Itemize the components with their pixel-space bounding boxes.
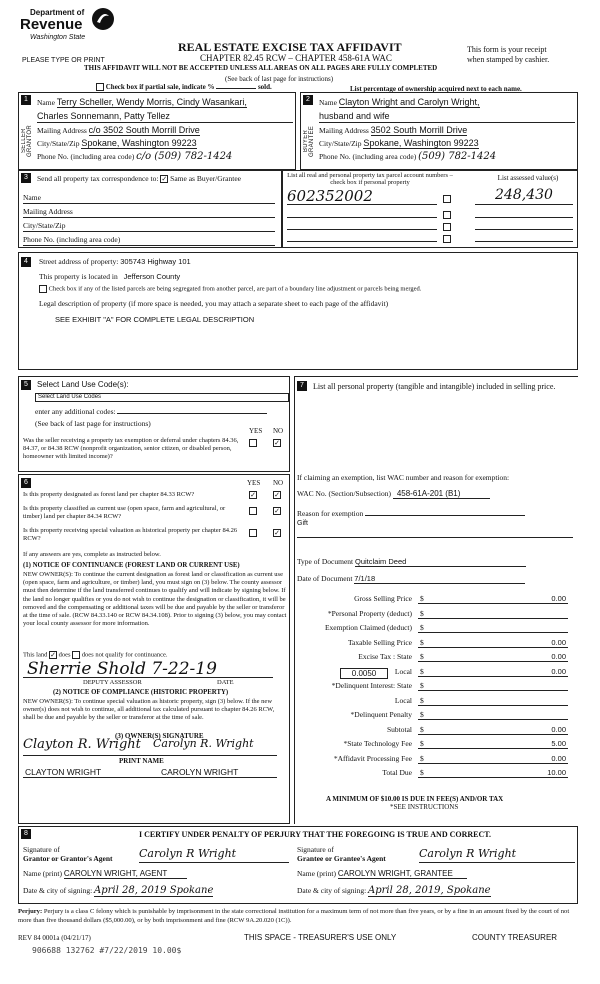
financial-label: *State Technology Fee [343, 739, 412, 748]
section-1-number: 1 [21, 95, 31, 105]
receipt-note-2: when stamped by cashier. [467, 55, 550, 64]
buyer-phone[interactable]: (509) 782-1424 [418, 151, 497, 162]
land-use-section: 5 Select Land Use Code(s): Select Land Use Codes enter any additional codes: (See back of last page for instructions) YES NO Was the seller receiving a property tax exemption or deferral under chapters 84.36, 84.37, or 84.38 RCW (nonprofit organization, senior citizen, or disabled person, homeowner with limited income)? ✓ [18, 376, 290, 472]
seller-name[interactable]: Terry Scheller, Wendy Morris, Cindy Wasankari, [56, 97, 247, 107]
treasurer-use: THIS SPACE - TREASURER'S USE ONLY [244, 933, 397, 942]
exemption-question: Was the seller receiving a property tax exemption or deferral under chapters 84.36, 84.37, or 84.38 RCW (nonprofit organization, senior citizen, or disabled person, homeowner with limited income)? [23, 437, 239, 460]
property-county[interactable]: Jefferson County [123, 272, 181, 281]
parcel-header: List all real and personal property tax parcel account numbers – check box if personal property [287, 172, 453, 186]
dollar-sign: $ [420, 637, 424, 647]
financial-label: Local [394, 666, 412, 676]
parcel-personal-checkbox-1[interactable] [443, 195, 451, 203]
property-street[interactable]: 305743 Highway 101 [120, 257, 191, 266]
legal-label: Legal description of property (if more space is needed, you may attach a separate sheet to each page of the affidavit) [39, 299, 389, 308]
land-use-select[interactable]: Select Land Use Codes [35, 393, 289, 402]
financial-row [300, 609, 570, 621]
section-7-number: 7 [297, 381, 307, 391]
financial-value: 5.00 [551, 739, 566, 748]
form-title: REAL ESTATE EXCISE TAX AFFIDAVIT [178, 40, 402, 54]
notice-continuance-text: NEW OWNER(S): To continue the current designation as forest land or classification as current use (open space, farm and agriculture, or timber) land, you must sign on (3) below. The county assessor must then determine if the land transferred continues to qualify and will indicate by signing below. If the land no longer qualifies or you do not wish to continue the designation or classification, it will be removed and the compensating or additional taxes will be due and payable by the seller or transferor at the time of sale. (RCW 84.33.140 or RCW 84.34.108). Prior to signing (3) below, you may contact your local county assessor for more information. [23, 571, 287, 628]
segregated-checkbox[interactable] [39, 285, 47, 293]
financial-label: Local [394, 695, 412, 705]
minimum-note: A MINIMUM OF $10.00 IS DUE IN FEE(S) AND/OR TAX [326, 795, 504, 803]
parcel-personal-checkbox-2[interactable] [443, 211, 451, 219]
seller-section: 1 SELLER GRANTOR Name Terry Scheller, Wendy Morris, Cindy Wasankari, Charles Sonnemann, Patty Tellez Mailing Address c/o 3502 South Morrill Drive City/State/Zip Spokane, Washington 99223 Phone No. (including area code) c/o (509) 782-1424 [18, 92, 296, 170]
corr-phone-line: Phone No. (including area code) [23, 235, 275, 246]
financial-value-field[interactable] [418, 754, 568, 764]
assessed-value[interactable]: 248,430 [475, 187, 573, 205]
financial-value: 0.00 [551, 724, 566, 734]
instruction-text: If any answers are yes, complete as instructed below. [23, 551, 161, 558]
form-warning: THIS AFFIDAVIT WILL NOT BE ACCEPTED UNLESS ALL AREAS ON ALL PAGES ARE FULLY COMPLETED [84, 64, 438, 72]
partial-sale-checkbox[interactable] [96, 83, 104, 91]
financial-value-field[interactable] [418, 594, 568, 604]
current-use-no-checkbox[interactable]: ✓ [274, 507, 280, 515]
financial-label: *Affidavit Processing Fee [333, 753, 412, 763]
dollar-sign: $ [420, 768, 424, 777]
forest-no-checkbox[interactable]: ✓ [274, 491, 280, 499]
grantee-print-name[interactable]: CAROLYN WRIGHT, GRANTEE [338, 869, 467, 879]
financial-row [300, 681, 570, 693]
exemption-claim-label: If claiming an exemption, list WAC number and reason for exemption: [297, 473, 510, 482]
form-subtitle: CHAPTER 82.45 RCW – CHAPTER 458-61A WAC [200, 53, 392, 63]
local-rate[interactable]: 0.0050 [340, 668, 388, 679]
grantee-signature: Carolyn R Wright [419, 847, 575, 863]
financial-label: *Personal Property (deduct) [327, 608, 412, 618]
grantor-print-name[interactable]: CAROLYN WRIGHT, AGENT [64, 869, 187, 879]
financial-value: 0.00 [551, 753, 566, 763]
seller-side-label: SELLER GRANTOR [21, 125, 33, 157]
county-treasurer: COUNTY TREASURER [472, 933, 558, 942]
assessor-signature: Sherrie Shold 7-22-19 [27, 659, 217, 679]
financial-value: 0.00 [551, 652, 566, 661]
section-3-number: 3 [21, 173, 31, 183]
receipt-note-1: This form is your receipt [467, 45, 547, 54]
financial-label: *Delinquent Interest: State [331, 681, 412, 690]
personal-property-label: List all personal property (tangible and intangible) included in selling price. [313, 382, 556, 391]
financial-row [300, 652, 570, 664]
financial-value-field[interactable] [418, 623, 568, 633]
section-2-number: 2 [303, 95, 313, 105]
financial-value: 0.00 [551, 594, 566, 603]
parcel-personal-checkbox-3[interactable] [443, 223, 451, 231]
parcel-personal-checkbox-4[interactable] [443, 235, 451, 243]
document-type[interactable]: Quitclaim Deed [355, 557, 526, 567]
financial-value: 0.00 [551, 666, 566, 676]
financial-value: 10.00 [547, 768, 566, 777]
current-use-yes-checkbox[interactable] [249, 507, 257, 515]
seller-phone[interactable]: c/o (509) 782-1424 [136, 151, 233, 162]
buyer-city[interactable]: Spokane, Washington 99223 [363, 138, 479, 148]
dollar-sign: $ [420, 666, 424, 676]
dollar-sign: $ [420, 724, 424, 734]
dollar-sign: $ [420, 710, 424, 719]
financial-label: Exemption Claimed (deduct) [324, 623, 412, 632]
notice-compliance-text: NEW OWNER(S): To continue special valuation as historic property, sign (3) below. If the new owner(s) does not wish to continue, all additional tax calculated pursuant to chapter 84.26 RCW, shall be due and payable by the seller or transferor at the time of sale. [23, 698, 275, 722]
section-5-number: 5 [21, 380, 31, 390]
see-instructions: *SEE INSTRUCTIONS [390, 803, 459, 811]
financial-label: Taxable Selling Price [347, 637, 412, 647]
buyer-name[interactable]: Clayton Wright and Carolyn Wright, [338, 97, 480, 107]
correspondence-section: 3 Send all property tax correspondence to: ✓ Same as Buyer/Grantee Name Mailing Address City/State/Zip Phone No. (including area code) [18, 170, 282, 248]
land-use-see-back: (See back of last page for instructions) [35, 419, 151, 428]
section-6-number: 6 [21, 478, 31, 488]
buyer-side-label: BUYER GRANTEE [303, 125, 315, 157]
corr-address-line: Mailing Address [23, 207, 275, 218]
financial-label: Total Due [382, 768, 412, 777]
notice-continuance-title: (1) NOTICE OF CONTINUANCE (FOREST LAND OR CURRENT USE) [23, 562, 240, 569]
financial-row [300, 768, 570, 780]
value-header: List assessed value(s) [497, 174, 559, 182]
exemption-yes-checkbox[interactable] [249, 439, 257, 447]
cashier-stamp: 906688 132762 #7/22/2019 10.00$ [32, 946, 182, 955]
dollar-sign: $ [420, 739, 424, 748]
financial-row [300, 754, 570, 766]
forest-yes-checkbox[interactable]: ✓ [250, 491, 256, 499]
forest-question: Is this property designated as forest land per chapter 84.33 RCW? [23, 491, 195, 498]
grantor-date-city[interactable]: April 28, 2019 Spokane [94, 885, 214, 896]
financial-value-field[interactable] [418, 609, 568, 619]
same-as-buyer-checkbox[interactable]: ✓ [161, 175, 168, 184]
current-use-question: Is this property classified as current use (open space, farm and agricultural, or timber) land per chapter 84.34 RCW? [23, 505, 226, 520]
financial-row [300, 594, 570, 606]
revenue-logo [20, 8, 120, 52]
buyer-address[interactable]: 3502 South Morrill Drive [370, 125, 468, 135]
financial-value-field[interactable] [418, 710, 568, 720]
parcel-number[interactable]: 602352002 [287, 187, 437, 205]
section-8-number: 8 [21, 829, 31, 839]
financial-value-field[interactable] [418, 696, 568, 706]
seller-city[interactable]: Spokane, Washington 99223 [81, 138, 197, 148]
legal-description[interactable]: SEE EXHIBIT "A" FOR COMPLETE LEGAL DESCRIPTION [55, 315, 255, 324]
see-back-note: (See back of last page for instructions) [225, 75, 334, 83]
logo-revenue: Revenue [20, 16, 83, 33]
dollar-sign: $ [420, 753, 424, 763]
dollar-sign: $ [420, 652, 424, 661]
seller-address[interactable]: c/o 3502 South Morrill Drive [88, 125, 200, 135]
logo-state: Washington State [30, 34, 86, 41]
corr-city-line: City/State/Zip [23, 221, 275, 232]
certification-section: 8 I CERTIFY UNDER PENALTY OF PERJURY THAT THE FOREGOING IS TRUE AND CORRECT. Signature of Grantor or Grantor's Agent Carolyn R Wright Name (print) CAROLYN WRIGHT, AGENT Date & city of signing: April 28, 2019 Spokane Signature of Grantee or Grantee's Agent Carolyn R Wright Name (print) CAROLYN WRIGHT, GRANTEE Date & city of signing: April 28, 2019, Spokane [18, 826, 578, 904]
historic-yes-checkbox[interactable] [249, 529, 257, 537]
financial-row [300, 696, 570, 708]
financial-row [300, 623, 570, 635]
financial-value-field[interactable] [418, 768, 568, 778]
logo-swirl-icon [90, 6, 116, 32]
financial-row [300, 638, 570, 650]
pct-note: List percentage of ownership acquired next to each name. [350, 85, 522, 93]
owner-print-name-2: CAROLYN WRIGHT [161, 767, 239, 777]
perjury-notice: Perjury: Perjury is a class C felony which is punishable by imprisonment in the state correctional institution for a maximum term of not more than five years, or by a fine in an amount fixed by the court of not more than five thousand dollars ($5,000.00), or by both imprisonment and fine (RCW 9A.20.020 (1C)). [18, 908, 570, 924]
financial-value: 0.00 [551, 637, 566, 647]
personal-property-section: 7 List all personal property (tangible and intangible) included in selling price. If claiming an exemption, list WAC number and reason for exemption: WAC No. (Section/Subsection) 458-61A-201 (B1) Reason for exemption Gift Type of Document Quitclaim Deed Date of Document 7/1/18 [294, 376, 578, 824]
historic-question: Is this property receiving special valuation as historical property per chapter 84.26 RCW? [23, 527, 238, 542]
financial-value-field[interactable] [418, 739, 568, 749]
forest-land-section: 6 YES NO Is this property designated as forest land per chapter 84.33 RCW? ✓ ✓ Is this property classified as current use (open space, farm and agricultural, or timber) land per chapter 84.34 RCW? ✓ Is this property receiving special valuation as historical property per chapter 84.26 RCW? ✓ If any answers are yes, complete as instructed below. (1) NOTICE OF CONTINUANCE (FOREST LAND OR CURRENT USE) NEW OWNER(S): To continue the current designation as forest land or classification as current use (open space, farm and agriculture, or timber) land, you must sign on (3) below. The county assessor must then determine if the land transferred continues to qualify and will indicate by signing below. If the land no longer qualifies or you do not wish to continue the designation or classification, it will be removed and the compensating or additional taxes will be due and payable by the seller or transferor at the time of sale. (RCW 84.33.140 or RCW 84.34.108). Prior to signing (3) below, you may contact your local county assessor for more information. This land ✓ does does not qualify for continuance. Sherrie Shold 7-22-19 DEPUTY ASSESSOR DATE (2) NOTICE OF COMPLIANCE (HISTORIC PROPERTY) NEW OWNER(S): To continue special valuation as historic property, sign (3) below. If the new owner(s) does not wish to continue, all additional tax calculated pursuant to chapter 84.26 RCW, shall be due and payable by the seller or transferor at the time of sale. (3) OWNER(S) SIGNATURE Clayton R. Wright Carolyn R. Wright PRINT NAME CLAYTON WRIGHT CAROLYN WRIGHT [18, 474, 290, 824]
notice-compliance-title: (2) NOTICE OF COMPLIANCE (HISTORIC PROPERTY) [53, 689, 229, 696]
owner-signature-2: Carolyn R. Wright [153, 737, 254, 750]
seller-name-2[interactable]: Charles Sonnemann, Patty Tellez [37, 109, 293, 123]
parcel-section [282, 170, 578, 248]
land-does-checkbox[interactable]: ✓ [50, 651, 56, 659]
dollar-sign: $ [420, 623, 424, 632]
financial-value-field[interactable] [418, 638, 568, 648]
financial-label: Subtotal [386, 724, 412, 734]
property-section: 4 Street address of property: 305743 Highway 101 This property is located in Jefferson County Check box if any of the listed parcels are being segregated from another parcel, are part of a boundary line adjustment or parcels being merged. Legal description of property (if more space is needed, you may attach a separate sheet to each page of the affidavit) SEE EXHIBIT "A" FOR COMPLETE LEGAL DESCRIPTION [18, 252, 578, 370]
financial-label: Gross Selling Price [354, 594, 412, 603]
financial-value-field[interactable] [418, 667, 568, 677]
dollar-sign: $ [420, 681, 424, 690]
corr-name-line: Name [23, 193, 275, 204]
financial-value-field[interactable] [418, 681, 568, 691]
document-date[interactable]: 7/1/18 [354, 574, 525, 584]
owner-print-name-1: CLAYTON WRIGHT [25, 767, 102, 777]
wac-number[interactable]: 458-61A-201 (B1) [393, 489, 491, 499]
dollar-sign: $ [420, 594, 424, 603]
buyer-name-2[interactable]: husband and wife [319, 109, 575, 123]
financial-label: Excise Tax : State [358, 652, 412, 661]
financial-row [300, 710, 570, 722]
financial-label: *Delinquent Penalty [350, 710, 412, 719]
print-note: PLEASE TYPE OR PRINT [22, 57, 105, 64]
exemption-no-checkbox[interactable]: ✓ [274, 439, 280, 447]
financial-value-field[interactable] [418, 652, 568, 662]
logo-dept: Department of [30, 8, 85, 17]
financial-row [300, 725, 570, 737]
form-number: REV 84 0001a (04/21/17) [18, 934, 91, 942]
owner-signature-1: Clayton R. Wright [23, 737, 141, 752]
grantee-date-city[interactable]: April 28, 2019, Spokane [368, 885, 491, 896]
grantor-signature: Carolyn R Wright [139, 847, 289, 863]
partial-sale: Check box if partial sale, indicate % sold. [96, 83, 272, 91]
land-use-label: Select Land Use Code(s): [37, 380, 129, 389]
certify-statement: I CERTIFY UNDER PENALTY OF PERJURY THAT THE FOREGOING IS TRUE AND CORRECT. [139, 830, 492, 839]
buyer-section: 2 BUYER GRANTEE Name Clayton Wright and Carolyn Wright, husband and wife Mailing Address 3502 South Morrill Drive City/State/Zip Spokane, Washington 99223 Phone No. (including area code) (509) 782-1424 [300, 92, 578, 170]
owner-signature-title: (3) OWNER(S) SIGNATURE [115, 732, 204, 740]
dollar-sign: $ [420, 695, 424, 705]
dollar-sign: $ [420, 608, 424, 618]
financial-row [300, 739, 570, 751]
exemption-reason[interactable]: Gift [297, 520, 308, 527]
land-does-not-checkbox[interactable] [72, 651, 80, 659]
section-4-number: 4 [21, 257, 31, 267]
historic-no-checkbox[interactable]: ✓ [274, 529, 280, 537]
financial-value-field[interactable] [418, 725, 568, 735]
